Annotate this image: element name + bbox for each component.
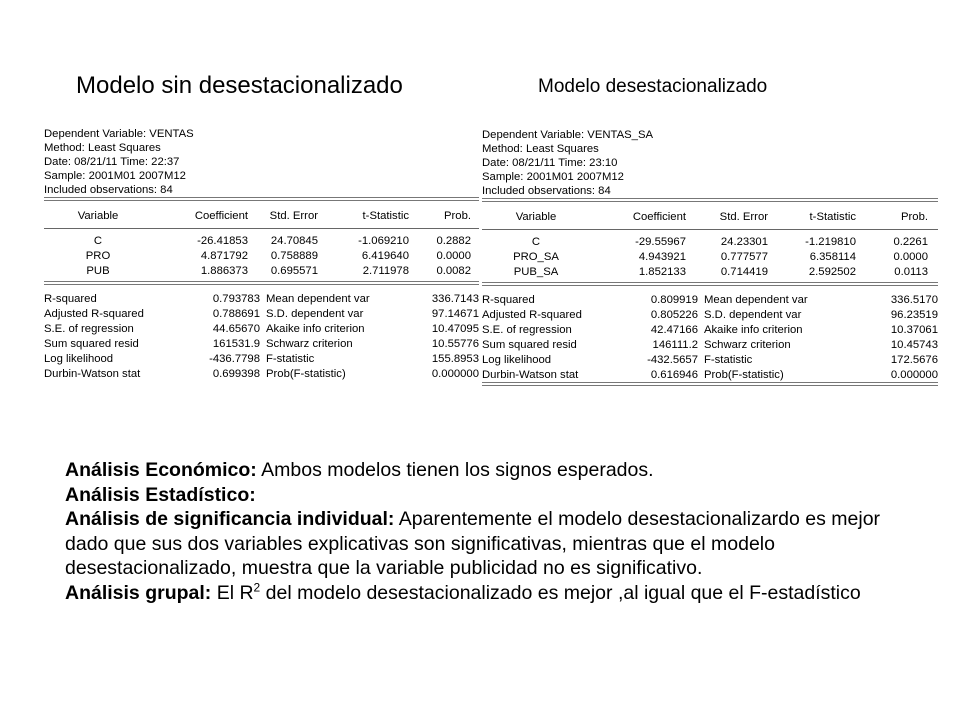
- individual-significance-label: Análisis de significancia individual:: [65, 508, 395, 530]
- stat-value: 0.805226: [650, 308, 698, 321]
- group-analysis-text: El R: [211, 581, 254, 604]
- stat-label: Sum squared resid: [44, 337, 139, 350]
- stats-row: [44, 321, 479, 336]
- right-model-title: Modelo desestacionalizado: [538, 76, 768, 97]
- economic-analysis-label: Análisis Económico:: [65, 459, 257, 481]
- right-header-line: Dependent Variable: VENTAS_SA: [482, 129, 654, 141]
- stat-value: 172.5676: [890, 353, 938, 366]
- individual-significance-text: Aparentemente el modelo desestacionalizardo es mejor dado que sus dos variables explicativas son significativas, mientras que el modelo desestacionalizado, muestra que la variable publicidad no es significativo.: [65, 508, 881, 579]
- stat-value: 0.699398: [212, 367, 260, 380]
- stat-value: 0.788691: [212, 307, 260, 320]
- economic-analysis: [65, 458, 895, 483]
- left-header-line: Included observations: 84: [44, 184, 173, 196]
- stat-label: R-squared: [482, 293, 535, 306]
- stats-row: [482, 352, 938, 367]
- stat-label: Akaike info criterion: [704, 323, 803, 336]
- analysis-text: [65, 458, 895, 605]
- left-column-headers: [44, 207, 479, 224]
- col-coefficient: Coefficient: [632, 210, 686, 223]
- economic-analysis-text: Ambos modelos tienen los signos esperados.: [256, 459, 654, 481]
- stat-label: S.D. dependent var: [704, 308, 802, 321]
- coefficient: 4.943921: [638, 250, 686, 263]
- prob: 0.2261: [893, 235, 928, 248]
- stat-value: 0.616946: [650, 368, 698, 381]
- stats-row: [482, 292, 938, 307]
- individual-significance: [65, 507, 895, 581]
- t-statistic: 2.592502: [808, 265, 856, 278]
- stats-row: [44, 351, 479, 366]
- group-analysis-text-cont: del modelo desestacionalizado es mejor ,al igual que el F-estadístico: [260, 581, 861, 604]
- coefficient: 4.871792: [200, 249, 248, 262]
- stat-label: Schwarz criterion: [704, 338, 791, 351]
- col-variable: Variable: [77, 209, 119, 222]
- stat-label: Mean dependent var: [266, 292, 370, 305]
- stat-label: Akaike info criterion: [266, 322, 365, 335]
- t-statistic: 2.711978: [362, 264, 409, 277]
- stat-label: F-statistic: [704, 353, 753, 366]
- t-statistic: -1.219810: [805, 235, 856, 248]
- table-row: [482, 264, 938, 279]
- right-summary-stats: [482, 286, 938, 382]
- stat-label: Sum squared resid: [482, 338, 577, 351]
- col-std-error: Std. Error: [269, 209, 318, 222]
- stats-row: [44, 306, 479, 321]
- stat-value: 10.37061: [890, 323, 938, 336]
- divider: [482, 198, 938, 202]
- stat-value: 0.793783: [212, 292, 260, 305]
- right-header: [482, 128, 938, 198]
- r-squared-superscript: 2: [253, 580, 261, 594]
- stats-row: [44, 366, 479, 381]
- col-coefficient: Coefficient: [194, 209, 248, 222]
- stat-value: 97.14671: [431, 307, 479, 320]
- stat-value: 96.23519: [890, 308, 938, 321]
- stat-value: 44.65670: [212, 322, 260, 335]
- stat-label: Prob(F-statistic): [266, 367, 346, 380]
- stat-label: R-squared: [44, 292, 97, 305]
- left-header-line: Method: Least Squares: [44, 142, 161, 154]
- stats-row: [482, 367, 938, 382]
- std-error: 24.70845: [270, 234, 318, 247]
- t-statistic: 6.358114: [809, 250, 856, 263]
- divider: [482, 382, 938, 386]
- variable-name: PUB_SA: [513, 265, 559, 278]
- col-t-statistic: t-Statistic: [809, 210, 856, 223]
- stat-value: 146111.2: [652, 338, 698, 351]
- stat-label: Schwarz criterion: [266, 337, 353, 350]
- stats-row: [44, 336, 479, 351]
- variable-name: C: [531, 235, 541, 248]
- stats-row: [44, 291, 479, 306]
- col-variable: Variable: [515, 210, 557, 223]
- stat-label: Adjusted R-squared: [482, 308, 582, 321]
- col-std-error: Std. Error: [719, 210, 768, 223]
- right-header-line: Method: Least Squares: [482, 143, 599, 155]
- std-error: 0.695571: [270, 264, 318, 277]
- left-header-line: Date: 08/21/11 Time: 22:37: [44, 156, 180, 168]
- col-t-statistic: t-Statistic: [362, 209, 409, 222]
- group-analysis: [65, 581, 895, 606]
- stat-label: S.D. dependent var: [266, 307, 364, 320]
- table-row: [44, 263, 479, 278]
- left-regression-output: [44, 127, 479, 381]
- variable-name: PRO_SA: [513, 250, 559, 263]
- stat-label: S.E. of regression: [482, 323, 572, 336]
- right-header-line: Date: 08/21/11 Time: 23:10: [482, 157, 618, 169]
- statistical-analysis: [65, 483, 895, 508]
- col-prob: Prob.: [443, 209, 471, 222]
- right-header-line: Sample: 2001M01 2007M12: [482, 171, 624, 183]
- left-summary-stats: [44, 285, 479, 381]
- stat-label: Prob(F-statistic): [704, 368, 784, 381]
- stat-value: 336.7143: [431, 292, 479, 305]
- stat-value: 0.809919: [650, 293, 698, 306]
- variable-name: PRO: [85, 249, 111, 262]
- right-header-line: Included observations: 84: [482, 185, 611, 197]
- coefficient: -29.55967: [635, 235, 686, 248]
- table-row: [44, 248, 479, 263]
- stat-value: 0.000000: [431, 367, 479, 380]
- left-model-title: Modelo sin desestacionalizado: [76, 72, 403, 99]
- stat-value: 0.000000: [890, 368, 938, 381]
- stat-value: 10.47095: [431, 322, 479, 335]
- std-error: 0.758889: [270, 249, 318, 262]
- prob: 0.0082: [436, 264, 471, 277]
- prob: 0.2882: [436, 234, 471, 247]
- coefficient: 1.852133: [638, 265, 686, 278]
- stat-value: 10.45743: [890, 338, 938, 351]
- std-error: 0.714419: [720, 265, 768, 278]
- t-statistic: -1.069210: [358, 234, 409, 247]
- stat-label: S.E. of regression: [44, 322, 134, 335]
- stat-label: F-statistic: [266, 352, 315, 365]
- statistical-analysis-label: Análisis Estadístico:: [65, 483, 256, 506]
- stat-value: 10.55776: [431, 337, 479, 350]
- stat-label: Durbin-Watson stat: [44, 367, 141, 380]
- stats-row: [482, 322, 938, 337]
- variable-name: PUB: [86, 264, 110, 277]
- stat-label: Log likelihood: [482, 353, 552, 366]
- prob: 0.0113: [894, 265, 928, 278]
- left-header-line: Dependent Variable: VENTAS: [44, 128, 194, 140]
- stats-row: [482, 307, 938, 322]
- coefficient: 1.886373: [200, 264, 248, 277]
- t-statistic: 6.419640: [361, 249, 409, 262]
- stat-value: 161531.9: [212, 337, 260, 350]
- group-analysis-label: Análisis grupal:: [65, 581, 212, 604]
- std-error: 0.777577: [720, 250, 768, 263]
- stat-value: 155.8953: [431, 352, 479, 365]
- stat-value: -432.5657: [647, 353, 698, 366]
- left-header-line: Sample: 2001M01 2007M12: [44, 170, 186, 182]
- table-row: [44, 233, 479, 248]
- table-row: [482, 249, 938, 264]
- variable-name: C: [93, 234, 103, 247]
- stat-label: Adjusted R-squared: [44, 307, 144, 320]
- right-column-headers: [482, 208, 938, 225]
- stat-label: Mean dependent var: [704, 293, 808, 306]
- table-row: [482, 234, 938, 249]
- stat-label: Log likelihood: [44, 352, 114, 365]
- prob: 0.0000: [893, 250, 928, 263]
- left-header: [44, 127, 479, 197]
- stat-label: Durbin-Watson stat: [482, 368, 579, 381]
- col-prob: Prob.: [900, 210, 928, 223]
- stat-value: 42.47166: [650, 323, 698, 336]
- coefficient: -26.41853: [197, 234, 248, 247]
- stat-value: 336.5170: [890, 293, 938, 306]
- std-error: 24.23301: [720, 235, 768, 248]
- stats-row: [482, 337, 938, 352]
- divider: [44, 197, 479, 201]
- stat-value: -436.7798: [209, 352, 260, 365]
- prob: 0.0000: [436, 249, 471, 262]
- right-regression-output: [482, 128, 938, 386]
